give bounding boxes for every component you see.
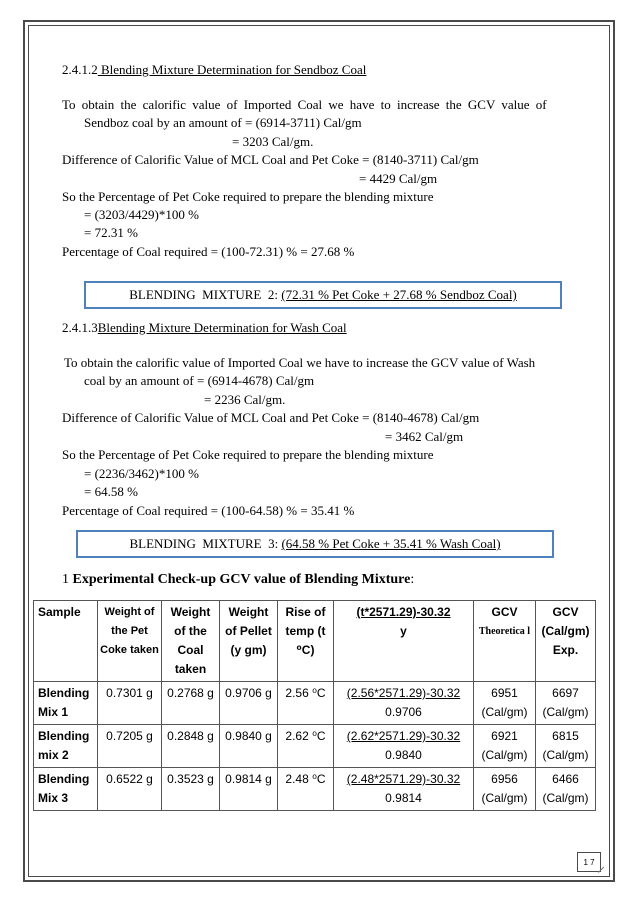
paragraph-line: To obtain the calorific value of Imported Coal we have to increase the GCV value of Wash [64,355,536,370]
cell-coal: 0.2768 g [162,682,220,725]
paragraph-line: Difference of Calorific Value of MCL Coal and Pet Coke = (8140-4678) Cal/gm [62,410,480,425]
cell-petcoke: 0.7301 g [98,682,162,725]
formula-line: = (2236/3462)*100 % [84,466,199,481]
experiment-heading [62,572,414,588]
paragraph-line: So the Percentage of Pet Coke required to prepare the blending mixture [62,189,434,204]
paragraph-line: Sendboz coal by an amount of = (6914-3711) Cal/gm [84,115,362,130]
paragraph-line: coal by an amount of = (6914-4678) Cal/gm [84,373,315,388]
result-value: = 2236 Cal/gm. [204,392,286,407]
box-value: (64.58 % Pet Coke + 35.41 % Wash Coal) [281,536,501,551]
section-number: 2.4.1.3 [62,320,98,335]
cell-pellet: 0.9814 g [220,768,278,811]
section-title: Blending Mixture Determination for Sendboz Coal [97,62,367,77]
formula-numerator: (2.48*2571.29)-30.32 [346,772,461,786]
col-header-sample: Sample [34,601,98,682]
paragraph-line: Difference of Calorific Value of MCL Coal and Pet Coke = (8140-3711) Cal/gm [62,152,479,167]
formula-numerator: (2.62*2571.29)-30.32 [346,729,461,743]
cell-gcv-theoretical: 6956 (Cal/gm) [474,768,536,811]
cell-pellet: 0.9840 g [220,725,278,768]
col-header-petcoke: Weight of the Pet Coke taken [98,601,162,682]
paragraph-line [62,97,578,113]
cell-coal: 0.3523 g [162,768,220,811]
page-number: 1 7 [577,852,601,872]
col-header-formula [334,601,474,682]
formula-denominator: 0.9814 [385,791,422,805]
cell-pellet: 0.9706 g [220,682,278,725]
col-header-gcv-exp: GCV (Cal/gm) Exp. [536,601,596,682]
cell-gcv-theoretical: 6951 (Cal/gm) [474,682,536,725]
text: To obtain the calorific value of Imported Coal we have to increase the GCV value of [62,97,547,112]
paragraph-line: Percentage of Coal required = (100-72.31) % = 27.68 % [62,244,355,259]
box-value: (72.31 % Pet Coke + 27.68 % Sendboz Coal) [281,287,517,302]
table-row [34,682,596,725]
cell-petcoke: 0.7205 g [98,725,162,768]
result-value: = 3462 Cal/gm [385,429,464,444]
cell-sample: Blending Mix 3 [34,768,98,811]
heading-title: Experimental Check-up GCV value of Blending Mixture [72,572,411,587]
cell-formula [334,682,474,725]
heading-number: 1 [62,572,73,587]
col-header-pellet: Weight of Pellet (y gm) [220,601,278,682]
cell-sample: Blending mix 2 [34,725,98,768]
col-header-coal: Weight of the Coal taken [162,601,220,682]
formula-denominator: 0.9706 [385,705,422,719]
cell-gcv-theoretical: 6921 (Cal/gm) [474,725,536,768]
cell-gcv-exp: 6815 (Cal/gm) [536,725,596,768]
result-value: = 4429 Cal/gm [359,171,438,186]
formula-denominator: 0.9840 [385,748,422,762]
table-row [34,768,596,811]
paragraph-line: So the Percentage of Pet Coke required to prepare the blending mixture [62,447,434,462]
blending-mixture-3-box [76,530,554,558]
blending-mixture-2-box [84,281,562,309]
formula-line: = (3203/4429)*100 % [84,207,199,222]
section-heading-sendboz [62,62,366,78]
formula-denominator-header: y [400,624,407,638]
formula-numerator: (2.56*2571.29)-30.32 [346,686,461,700]
heading-colon: : [410,572,415,587]
cell-temp: 2.56 ⁰C [278,682,334,725]
theoretical-label: Theoretica l [478,626,531,637]
table-header-row [34,601,596,682]
formula-numerator-header: (t*2571.29)-30.32 [356,605,451,619]
cell-petcoke: 0.6522 g [98,768,162,811]
section-number: 2.4.1.2 [62,62,98,77]
section-title: Blending Mixture Determination for Wash Coal [97,320,347,335]
cell-temp: 2.48 ⁰C [278,768,334,811]
result-value: = 64.58 % [84,484,138,499]
cell-temp: 2.62 ⁰C [278,725,334,768]
table-row [34,725,596,768]
box-label: BLENDING MIXTURE 2: [129,287,282,302]
gcv-results-table [33,600,596,811]
cell-coal: 0.2848 g [162,725,220,768]
cell-sample: Blending Mix 1 [34,682,98,725]
cell-formula [334,768,474,811]
result-value: = 72.31 % [84,225,138,240]
col-header-gcv-theoretical [474,601,536,682]
result-value: = 3203 Cal/gm. [232,134,314,149]
cell-formula [334,725,474,768]
paragraph-line: Percentage of Coal required = (100-64.58) % = 35.41 % [62,503,355,518]
col-header-temp: Rise of temp (t ⁰C) [278,601,334,682]
cell-gcv-exp: 6697 (Cal/gm) [536,682,596,725]
box-label: BLENDING MIXTURE 3: [129,536,282,551]
gcv-label: GCV [491,605,518,619]
section-heading-wash [62,320,347,336]
cell-gcv-exp: 6466 (Cal/gm) [536,768,596,811]
